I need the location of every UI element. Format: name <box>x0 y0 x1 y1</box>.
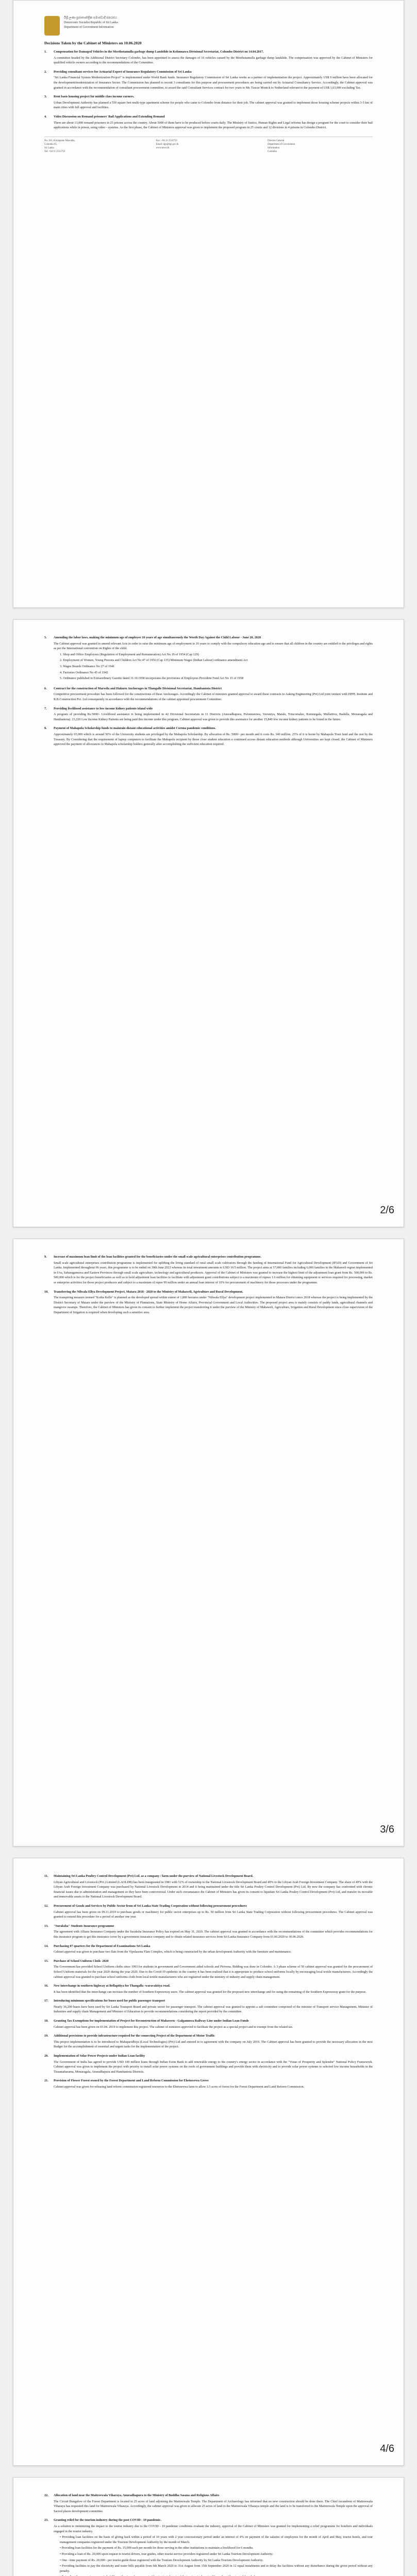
item-text: There are about 13,000 remand prisoners in 25 prisons across the country. About 5000 of them have to be produced before courts daily. The Ministry of Justice, Human Rights and Legal reforms has design a program for the court to consider their bail applications while in prison, using video - systems. As the first phase, the Cabinet of Ministers approval was given to implement the proposed program in 25 courts and 12 divisions in 4 prisons in Colombo District. <box>54 121 373 130</box>
item-text: The Circuit Bungalow of the Forest Department is located in 25 acres of land adjoining the Maitreewala Temple. The Department of Archaeology has informed that no new construction should be done there. The Chief incumbent of Maitreewala Viharaya has requested this land for Maitreewala Viharaya. Accordingly, the cabinet approval was given to allocate 25 acres of land to the Maitreewala Viharaya temple and the land is to be transferred to the Maitreewala Temple upon the approval of Sacred places development committee. <box>54 2499 373 2513</box>
item-text: Urban Development Authority has planned a 550 square feet multi-type apartment scheme for people who came to Colombo from distance for their job. The cabinet approval was granted to implement those housing scheme projects within 3-5 km of main cities with full approval and facilities. <box>54 100 373 110</box>
item-text: A program of providing Rs.5000/- Livelihood assistance is being implemented in 42 Divisional Secretariats in 11 Districts (Anuradhapura, Polonnaruwa, Vavuniya, Matale, Trincomalee, Kurunegala, Mullaitivu, Badulla, Monaragala and Hambantota). 23,220 Low Income Kidney Patients are being paid this income under this program. Cabinet approval was given to provide this assistance for another 15,849 low income kidney patients to be found in the future. <box>54 713 373 721</box>
decision-item <box>44 686 373 702</box>
item-number: 22. <box>44 2494 48 2497</box>
item-number: 16. <box>44 1984 48 1988</box>
decision-item <box>44 1290 373 1315</box>
item-heading: Provision of Flower Forest owned by the Forest Department and Land Reform Commission for Ehetuwewa Grove <box>54 2079 209 2083</box>
decision-item <box>44 1984 373 1994</box>
item-text: Cabinet approval has been given on 09.11.2019 to purchase goods or machinery for public sector enterprises up to Rs. 50 million from Sri Lanka State Trading Corporation without following procurement procedures. The Cabinet approval was granted to extend this procedure for a period of another one year. <box>54 1910 373 1919</box>
item-text: It has been identified that the interchange can increase the number of Southern Expressway users. The cabinet approval was granted for the proposed new interchange and for using the remaining of the Southern Expressway grant for the purpose. <box>54 1990 366 1994</box>
decision-item <box>44 94 373 110</box>
item-text: Cabinet approval was given to purchase two flats from the Vipulasena Flats Complex, which is being constructed by the urban development Authority with the furniture and maintenance. <box>54 1950 292 1954</box>
decision-item <box>44 2019 373 2029</box>
item-text: The Government has provided School Uniform cloths since 1993 for students in government and Government aided schools and Pirivena. Bidding was done in Colombo. A 3 phase scheme of 50 cabinet approval was granted for the procurement of School Uniform materials for the year 2020 during the year 2020. Due to the Covid-19 epidemic in the country it has been realized that it is appropriate to produce school uniforms locally by encouraging local textile manufacturers. Accordingly the cabinet approval was granted to purchase school uniforms cloth from local textile manufacturers who are registered under the ministry of industry and supply chain management. <box>54 1965 373 1979</box>
decision-item <box>44 1959 373 1979</box>
item-subpoint: • One - time payment of Rs. 20,000 - per tourist guide those registered with the Tourism Development Authority by Sri Lanka Tourism Development Authority. <box>60 2558 263 2562</box>
item-heading: Maintaining Sri Lanka Poultry Control Development (Pvt) Ltd. as a company / farm under the purview of National Livestock Development Board. <box>54 1874 254 1878</box>
item-number: 6. <box>44 686 47 690</box>
ministry-name: ඊශ්‍රී ලංකා ප්‍රජාතාන්ත්‍රික සමාජවාදී ජනරජය Democratic Socialist Republic of Sri Lanka Department of Government Information <box>64 16 118 29</box>
decision-item <box>44 726 373 747</box>
decision-item <box>44 49 373 65</box>
item-heading: Transferring the Nilwala Ellya Development Project, Matara 2018 - 2020 to the Ministry of Mahaweli, Agriculture and Rural Development. <box>54 1290 243 1294</box>
item-heading: Procurement of Goods and Services by Public Sector from of Sri Lanka State Trading Corporation without following procurement procedures <box>54 1904 247 1908</box>
decision-item <box>44 635 373 682</box>
item-heading: "Suraksha" Students Insurance programme <box>54 1924 114 1928</box>
item-number: 18. <box>44 2019 48 2023</box>
item-number: 9. <box>44 1255 47 1259</box>
page-number: 3/6 <box>380 1824 394 1835</box>
item-heading: Providing consultant services for Actuarial Expert of Insurance Regulatory Commission of Sri Lanka <box>54 70 192 74</box>
decision-item <box>44 2518 373 2576</box>
item-heading: Payment of Mahapola Scholarship funds to maintain distant educational activities amidst Corona pandemic conditions. <box>54 726 216 731</box>
decision-item <box>44 1944 373 1955</box>
item-text: Cabinet approval was given for releasing land reform commission registered resources to the Ehetuwewa farm to allow 3.5 acres of forest for the Forest Department and Land Reform Commission. <box>54 2085 305 2089</box>
decision-item <box>44 706 373 722</box>
item-heading: Amending the labor laws, making the minimum age of employee 16 years of age simultaneously the Worth Day Against the Child Labour - June 20, 2020 <box>54 636 261 639</box>
item-number: 3. <box>44 95 47 99</box>
item-subpoint: • Providing facilities to pay the electricity and water bills payable from 6th March 2020 to 31st August from 15th September 2020 in 12 equal instalments and to delay the facilities without any disturbance during the given period without any penalty. <box>60 2564 373 2573</box>
decision-item <box>44 1255 373 1285</box>
item-text: Nearly 36,200 buses have been used by Sri Lanka Transport Board and private sector for passenger transport. The cabinet approval was granted to appoint a sub committee comprised of the minister of Transport service Management, Minister of Industries and supply chain Management and Minister of Education to provide recommendations considering the report provided by the committee. <box>54 2005 373 2014</box>
item-number: 23. <box>44 2518 48 2522</box>
item-heading: Rent basis housing project for middle class income earners. <box>54 95 135 99</box>
decision-item <box>44 1874 373 1900</box>
item-subpoint: 2. Employment of Women, Young Persons and Children Act No 47 of 1956 (Cap 135) Minimum Wages (Indian Labour) ordinance amendment Act <box>60 658 248 663</box>
decision-item <box>44 70 373 90</box>
decision-item <box>44 2493 373 2514</box>
document-page <box>13 1239 404 1846</box>
item-text: This project implementation is to be introduced to Mahaparidhiya (Local Technologies) (Pvt) Ltd and entered in to agreement with the company on July 2019. The Cabinet approval has been granted to provide the necessary allocation in the next Budget for the accomplishment of essential and urgent tasks for the implementation of the project. <box>54 2040 373 2049</box>
item-heading: Allocation of land near the Maitreewala Viharaya, Anuradhapura to the Ministry of Buddha Sasana and Religious Affairs <box>54 2494 220 2497</box>
item-heading: Video Discussion on Remand prisoners' Bail Applications and Extending Remand <box>54 114 165 118</box>
item-text: Libyan Agricultural and Livestock (Pvt.) Limited (LAOLDB) has been inaugurated in 1981 with 51% of ownership to the National Livestock Development Board and 49% to the Libyan Arab Foreign Investment Company. The share of 49% with the Libyan Arab Foreign Investment Company was purchased by National Livestock Development in 2014 and it being maintained under the title Sri Lanka Poultry Control Development (Pvt) Ltd. By now the company has confronted with chronic financial issues due to administration and management so they have been controversial. Under such circumstance the Cabinet of Ministers has given its consent to liquidate Sri Lanka Poultry Control Development (Pvt) Ltd, and transfer its movable and immovable assets to the National Livestock Development Board. <box>54 1880 373 1899</box>
item-subpoint: 5. Ordinance published in Extraordinary Gazette dated 31.10.1958 incorporates the provisions of Employees Provident Fund Act No 15 of 1958 <box>60 676 244 681</box>
item-heading: New interchange in southern highway at Bellapitiya for Thangalla -waravaktiya road. <box>54 1984 171 1988</box>
item-number: 4. <box>44 114 47 118</box>
item-number: 2. <box>44 70 47 74</box>
item-text: The transpiring measure termed "Kotha Kelle" is planned as the developed spread within extent of 1,800 hectares under "Nilwala Ellya" development project implemented in Matara District since 2018 whereas the project is being implemented by the District Secretary of Matara under the purview of the Ministry of Plantations, State Ministry of Home Affairs, Provincial Government and Local Authorities. The proposed project area is mainly consists of paddy lands, agricultural channels and mangrove swamps. Therefore, the Cabinet of Ministers has given its consent to further implement the project transferring it under the purview of the Ministry of Mahaweli, Agriculture, Irrigation and Rural Development since close supervision of the Department of Irrigation is required when developing such a sensitive area. <box>54 1296 373 1314</box>
item-number: 20. <box>44 2054 48 2058</box>
decision-item <box>44 114 373 130</box>
page-number: 4/6 <box>380 2443 394 2454</box>
item-heading: Introducing minimum specifications for buses used for public passenger transport <box>54 1999 165 2003</box>
item-text: Approximately 65,000 which is around 50% of the University students are privileged by the Mahapola Scholarship. By allocation of Rs. 5000/- per month and it costs Rs. 340 million. 25% of it is borne by Mahapola Trust fund and the rest by the Treasury. By Considering that the requirement of laptop computers to facilitate the Mahapola recipient by those close student education a continued access distant education methods although Universities are kept closed, the Cabinet of Ministers approved the payment of allowances to Mahapola scholarship holders generally after accomplishing the sufficient education required. <box>54 732 373 747</box>
item-text: Small scale agricultural enterprises contribution programme is implemented for uplifting the living standard of rural small scale cultivators through the funding of International Fund for Agricultural Development (IFAD) and Government of Sri Lanka. Implemented throughout 06 years, this programme is to be ended on 30th June 2023 whereas its total investment amounts to USD 10.5 million. The project aims at 57,000 families including 6,000 families in the Mahaweli region implemented in Uva, Sabaragamuwa and Eastern Provinces through small scale agriculture, technology and agricultural producers. Approval of the Cabinet of Ministers was granted to increase the highest limit of the adjustment loan grant from Rs. 500,000 to Rs. 500,000 which is for the project beneficiaries as well as to hold adjustment loan facilities to facilitate with adjustment grant contributions subject to a maximum of rupees 1.6 million for obtaining equipment or services required for processing, market or enterprise activities for those project producers and subject to a maximum of rupee 99 million under an annual loan interest of 10% for procurement of machinery for those processes under the programme. <box>54 1261 373 1284</box>
item-number: 14. <box>44 1944 48 1948</box>
document-page <box>13 619 404 1227</box>
item-number: 7. <box>44 706 47 710</box>
government-emblem-icon <box>44 16 60 36</box>
page-number: 2/6 <box>380 1205 394 1216</box>
item-text: The Government of India has agreed to provide USD 100 million loans through Indian Exim Bank to add renewable energy to the country's energy sector in accordance with the "Vistas of Prosperity and Splendor" National Policy Framework. Cabinet approval was given to implement the project with priority to install solar power systems on the roofs of government buildings and provide them with electricity and to provide solar power systems to selected low income households in the Tissamaharama, Monaragala, Anuradhapura and Hambantota Districts. <box>54 2060 373 2074</box>
item-heading: Purchasing 07 quarters for the Department of Examinations Sri Lanka <box>54 1944 151 1948</box>
item-number: 13. <box>44 1924 48 1928</box>
document-title: Decisions Taken by the Cabinet of Ministers on 10.06.2020 <box>44 41 142 45</box>
item-number: 5. <box>44 636 47 639</box>
item-text: Cabinet approval has been given on 03.04. 2019 to implement this project. The cabinet of ministers approved to facilitate the project as a special project and to exempt from the related tax. <box>54 2025 293 2029</box>
item-text: Competitive procurement procedure has been followed for the constructions of these Anchorages. Accordingly the Cabinet of ministers granted approval to award these contracts to Aaking Engineering (Pvt) Ltd joint venture with HPPL Institute and R.B.Construction Pvt. Ltd consequently in accordance with the recommendations of the cabinet appointed procurement Committee. <box>54 692 373 701</box>
decision-item <box>44 2078 373 2089</box>
item-heading: Increase of maximum loan limit of the loan facilities granted for the beneficiaries under the small scale agricultural enterprises contribution programme. <box>54 1255 261 1259</box>
item-number: 1. <box>44 50 47 54</box>
letterhead <box>44 16 373 36</box>
item-number: 21. <box>44 2079 48 2083</box>
item-subpoint: 4. Factories Ordinance No 45 of 1942 <box>60 670 108 674</box>
item-text: "Sri Lanka Financial System Modernization Project" is implemented under World Bank funds. Insurance Regulatory Commission of Sri Lanka works as a partner of implementation the project. Approximately US$ 9 million have been allocated for the development/modernization of Insurance Sector. The Commission has planned to recruit 3 consultants for this purpose and procurement procedures are being carried out by Actuarial Consultancy Service. Accordingly, the Cabinet approval was granted in accordance with the recommendation of consultant procurement committee, to award the said Consultant Services contract for two years to Mr. Tuscar Monick to Netherland relevant to the payment of US$ 1,63,000 excluding Tax. <box>54 76 373 90</box>
document-page <box>13 1858 404 2466</box>
decision-item <box>44 1998 373 2014</box>
item-heading: Providing livelihood assistance to low income kidney patients island wide <box>54 706 153 710</box>
item-heading: Compensation for Damaged Vehicles in the Meethotamulla garbage dump Landslide in Kolonnawa Divisional Secretariat, Colombo District on 14.04.2017. <box>54 50 264 54</box>
item-subpoint: • Providing loan facilities for the payment of Rs. 15,000 each per month for those serving in the other institutions to maintain a livelihood for 6 months. <box>60 2546 254 2550</box>
item-number: 19. <box>44 2034 48 2038</box>
item-number: 17. <box>44 1999 48 2003</box>
item-text: A committee headed by the Additional District Secretary Colombo, has been appointed to assess the damages of 16 vehicles caused by the Meethotamulla garbage dump landslide. The compensation was approved by the Cabinet of Ministers for qualified vehicle owners according to the recommendations of the Committee. <box>54 56 373 65</box>
item-heading: Granting relief for the tourism industry during the post COVID - 19 pandemic. <box>54 2518 161 2522</box>
item-heading: Implementation of Solar Power Projects under Indian Loan facility <box>54 2054 145 2058</box>
item-number: 11. <box>44 1874 48 1878</box>
item-heading: Additional provisions to provide infrastructure required for the connecting Project of the Department of Motor Traffic <box>54 2034 215 2038</box>
item-heading: Granting Tax Exemptions for implementation of Project for Reconstruction of Mahaveru - Galgamuwa Railway Line under Indian Loan Funds <box>54 2019 249 2023</box>
item-number: 8. <box>44 726 47 731</box>
document-page <box>13 2477 404 2576</box>
item-text: The Cabinet approval was granted to amend relevant Acts in order to raise the minimum age of employment to 16 years to comply with the compulsory education age and to ensure that all children in the country are entitled to the privileges and rights as per the International convention on Rights of the child. <box>54 641 373 651</box>
item-subpoint: • Providing loan facilities on the basis of giving back within a period of 10 years with 2 year concessionary period under an interest of 4% on payment of the salaries of employees for the month of April and May, tourist hotels, and tour management companies registered under the Tourism Development Authority by the month of March. <box>60 2535 373 2544</box>
item-subpoint: 3. Wages Boards Ordinance No 27 of 1941 <box>60 664 115 668</box>
item-text: As a solution to minimizing the impact to the tourist industry due to the COVID - 19 pandemic conditions evaluate the industry, approval of the Cabinet of Ministers was granted for implementing a relief programme for hoteliers and individuals engaged in the tourist industry. <box>54 2524 373 2533</box>
item-heading: Contract for the construction of Marwila and Hakuru Anchorages in Thangalle Divisional Secretariat, Hambantota District <box>54 686 222 690</box>
decision-item <box>44 2033 373 2049</box>
decision-item <box>44 1924 373 1940</box>
item-subpoint: 1. Shop and Office Employees (Regulation of Employment and Remuneration) Act No.19 of 1954 (Cap 129) <box>60 652 199 656</box>
item-number: 15. <box>44 1959 48 1963</box>
decision-item <box>44 1904 373 1920</box>
item-subpoint: • Providing a loan of Rs. 20,000 upon request to tourist drivers, tour guides, other tourist service providers registered under Sri Lanka Tourism Development Authority. <box>60 2552 273 2556</box>
item-heading: Purchase of School Uniform Cloth- 2020 <box>54 1959 109 1963</box>
item-number: 10. <box>44 1290 48 1294</box>
decision-item <box>44 2054 373 2074</box>
item-number: 12. <box>44 1904 48 1908</box>
item-text: The agreement with Allianz Insurance Company under the Suraksha Insurance Policy has expired on May 31, 2020. The cabinet approval was granted in accordance with the recommendations of the committee which provides recommendations for this insurance program to get this insurance cover by a government insurance company and to obtain related insurance services from Sri Lanka Insurance Company from 01.06.2020 to 30.06.2020. <box>54 1930 373 1939</box>
letterhead-footer: No. 163, Kirulapone Mawatha, Colombo 05. Sri Lanka Tel: +94 11 2515759 Fax: +94 11 2514753 Email: dgi@dgi.gov.lk www.news.lk Director General Department of Government Information Colombo <box>44 137 373 154</box>
document-page <box>13 0 404 608</box>
